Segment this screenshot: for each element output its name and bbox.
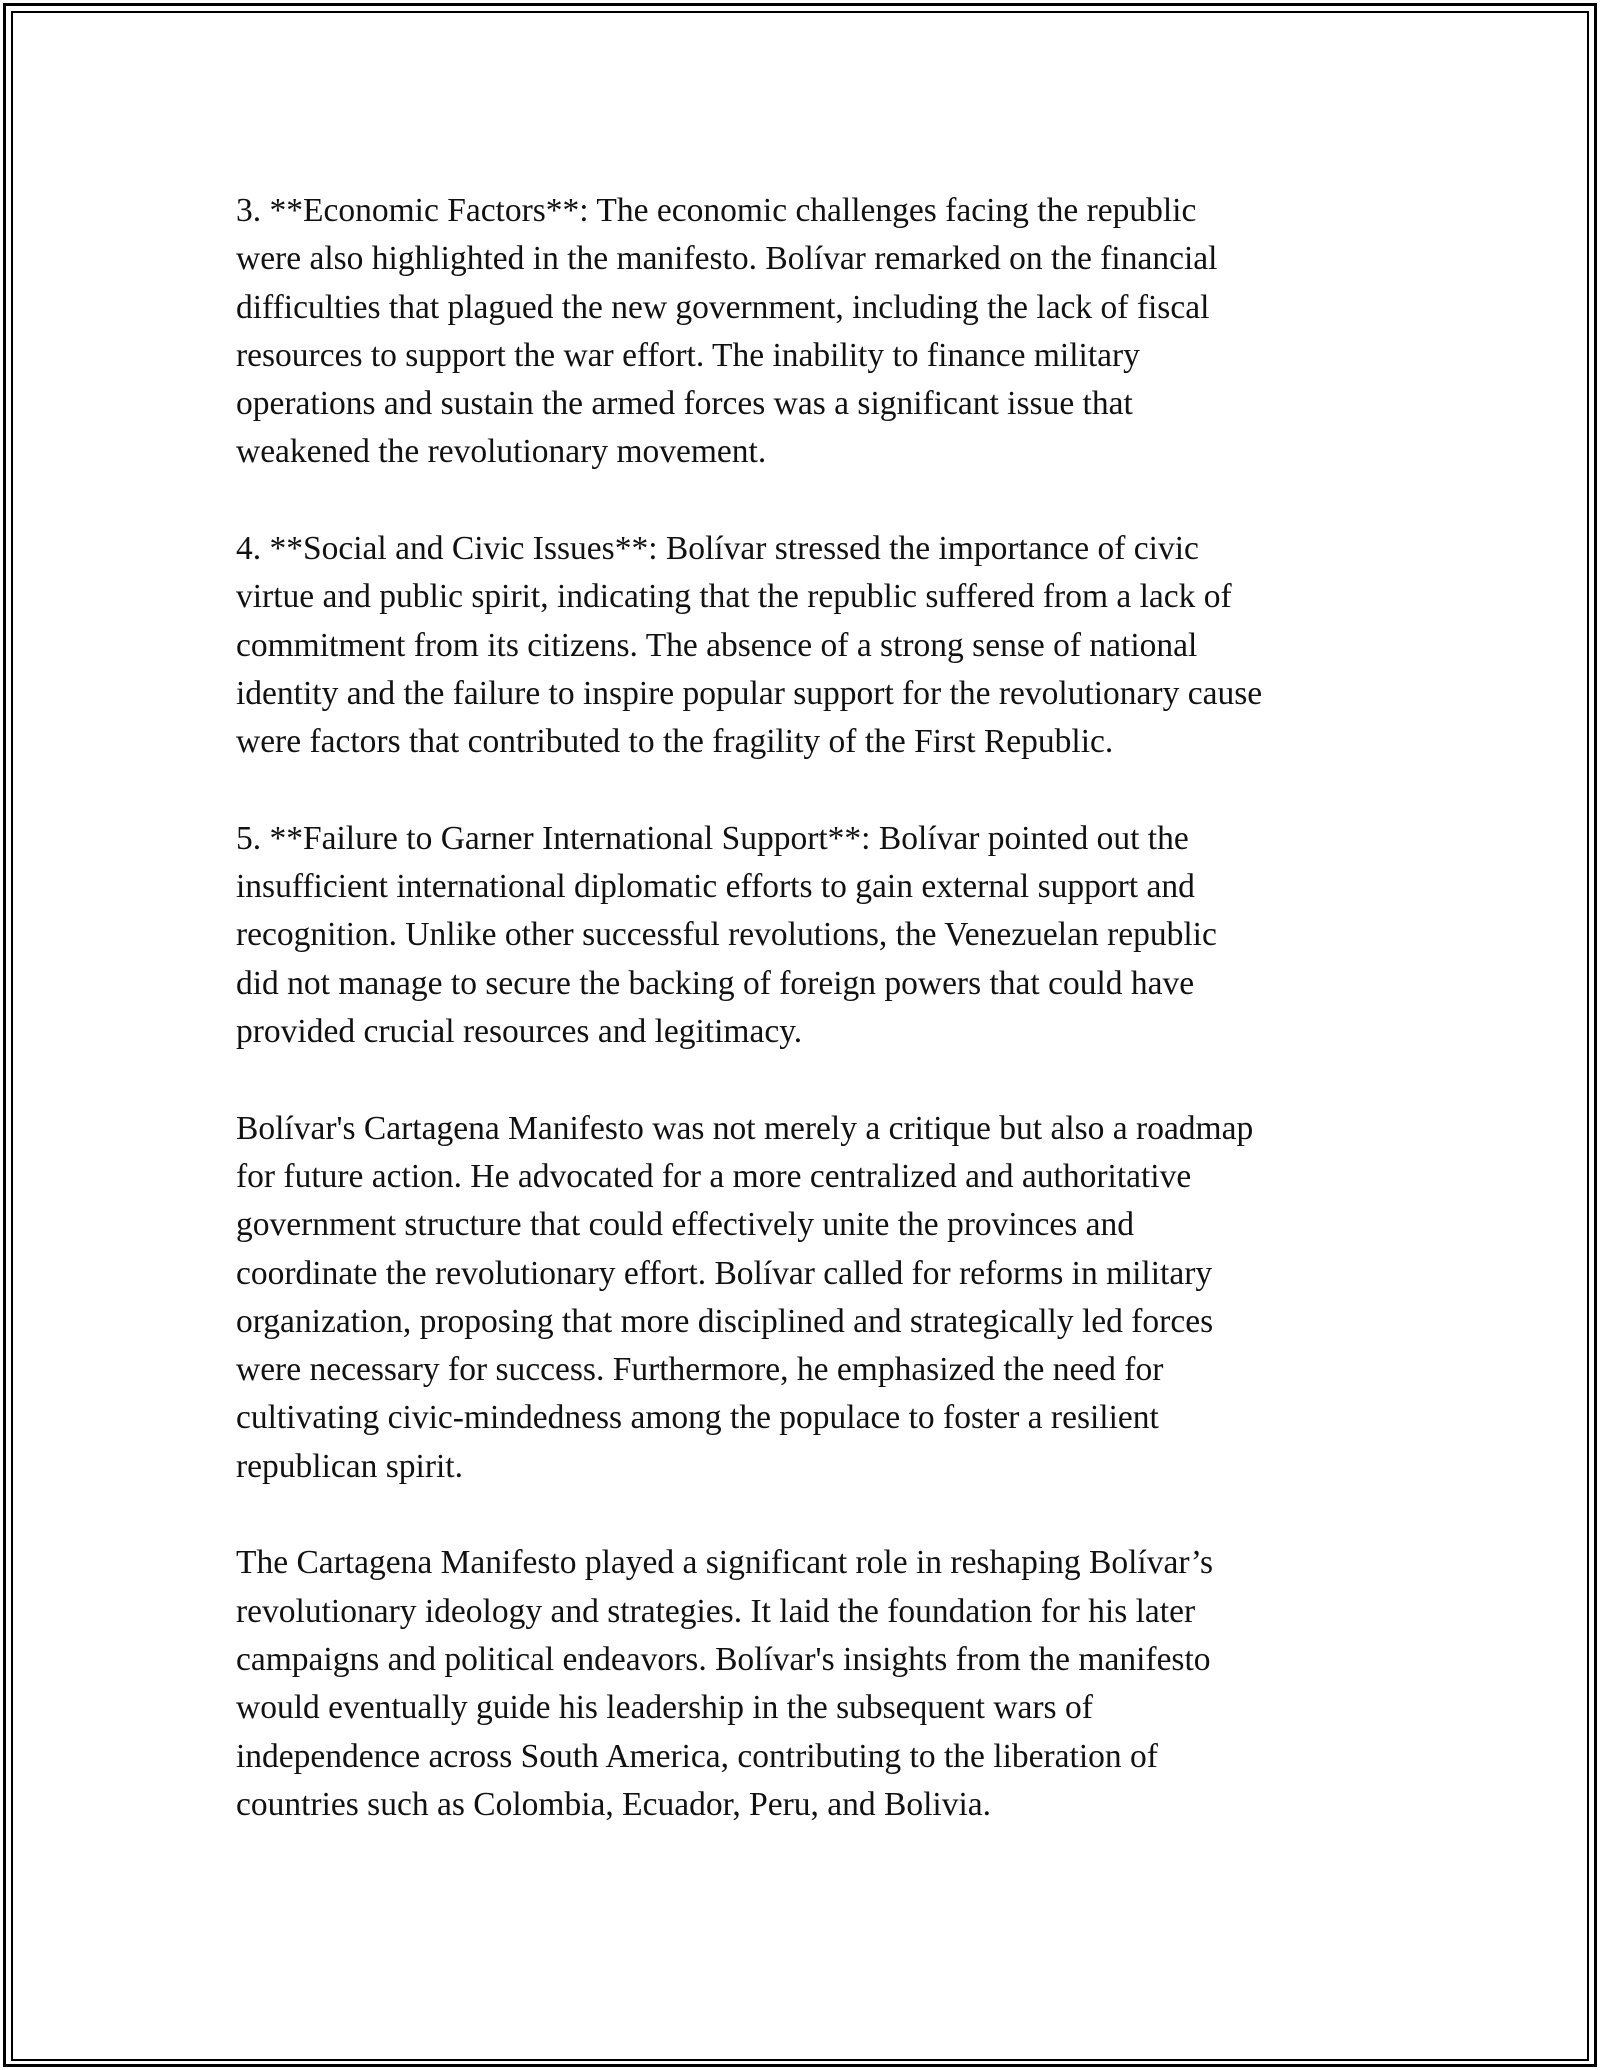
text-line: were necessary for success. Furthermore, he emphasized the need for	[236, 1351, 1164, 1389]
text-line: 3. **Economic Factors**: The economic challenges facing the republic	[236, 192, 1197, 229]
paragraph-international-support	[236, 815, 1386, 1056]
text-line: operations and sustain the armed forces was a significant issue that	[236, 385, 1133, 423]
text-line: government structure that could effectively unite the provinces and	[236, 1206, 1134, 1244]
paragraph-legacy	[236, 1539, 1386, 1829]
text-line: weakened the revolutionary movement.	[236, 433, 767, 471]
text-line: for future action. He advocated for a more centralized and authoritative	[236, 1157, 1192, 1195]
text-line: insufficient international diplomatic efforts to gain external support and	[236, 868, 1195, 906]
text-line: coordinate the revolutionary effort. Bolívar called for reforms in military	[236, 1254, 1213, 1292]
text-line: 4. **Social and Civic Issues**: Bolívar stressed the importance of civic	[236, 530, 1199, 568]
text-line: organization, proposing that more disciplined and strategically led forces	[236, 1302, 1214, 1340]
text-line: countries such as Colombia, Ecuador, Peru, and Bolivia.	[236, 1785, 992, 1823]
text-line: resources to support the war effort. The inability to finance military	[236, 336, 1140, 374]
text-line: were also highlighted in the manifesto. Bolívar remarked on the financial	[236, 240, 1218, 278]
text-line: were factors that contributed to the fragility of the First Republic.	[236, 723, 1114, 761]
paragraph-economic-factors	[236, 187, 1386, 477]
text-line: recognition. Unlike other successful revolutions, the Venezuelan republic	[236, 916, 1217, 954]
text-line: difficulties that plagued the new government, including the lack of fiscal	[236, 288, 1210, 326]
text-line: The Cartagena Manifesto played a significant role in reshaping Bolívar’s	[236, 1544, 1214, 1582]
text-line: 5. **Failure to Garner International Support**: Bolívar pointed out the	[236, 819, 1189, 857]
text-line: would eventually guide his leadership in the subsequent wars of	[236, 1689, 1093, 1727]
paragraph-social-civic-issues	[236, 525, 1386, 766]
text-line: campaigns and political endeavors. Bolívar's insights from the manifesto	[236, 1640, 1211, 1678]
text-line: republican spirit.	[236, 1447, 463, 1485]
text-line: revolutionary ideology and strategies. It laid the foundation for his later	[236, 1592, 1196, 1630]
text-line: virtue and public spirit, indicating that the republic suffered from a lack of	[236, 578, 1232, 616]
paragraph-roadmap	[236, 1105, 1386, 1491]
text-line: identity and the failure to inspire popular support for the revolutionary cause	[236, 674, 1263, 712]
text-line: commitment from its citizens. The absence of a strong sense of national	[236, 626, 1198, 664]
text-line: cultivating civic-mindedness among the populace to foster a resilient	[236, 1399, 1159, 1437]
text-line: Bolívar's Cartagena Manifesto was not merely a critique but also a roadmap	[236, 1109, 1254, 1147]
text-line: independence across South America, contributing to the liberation of	[236, 1737, 1158, 1775]
text-line: did not manage to secure the backing of foreign powers that could have	[236, 964, 1195, 1002]
text-line: provided crucial resources and legitimacy.	[236, 1013, 803, 1051]
document-body	[236, 187, 1386, 1877]
